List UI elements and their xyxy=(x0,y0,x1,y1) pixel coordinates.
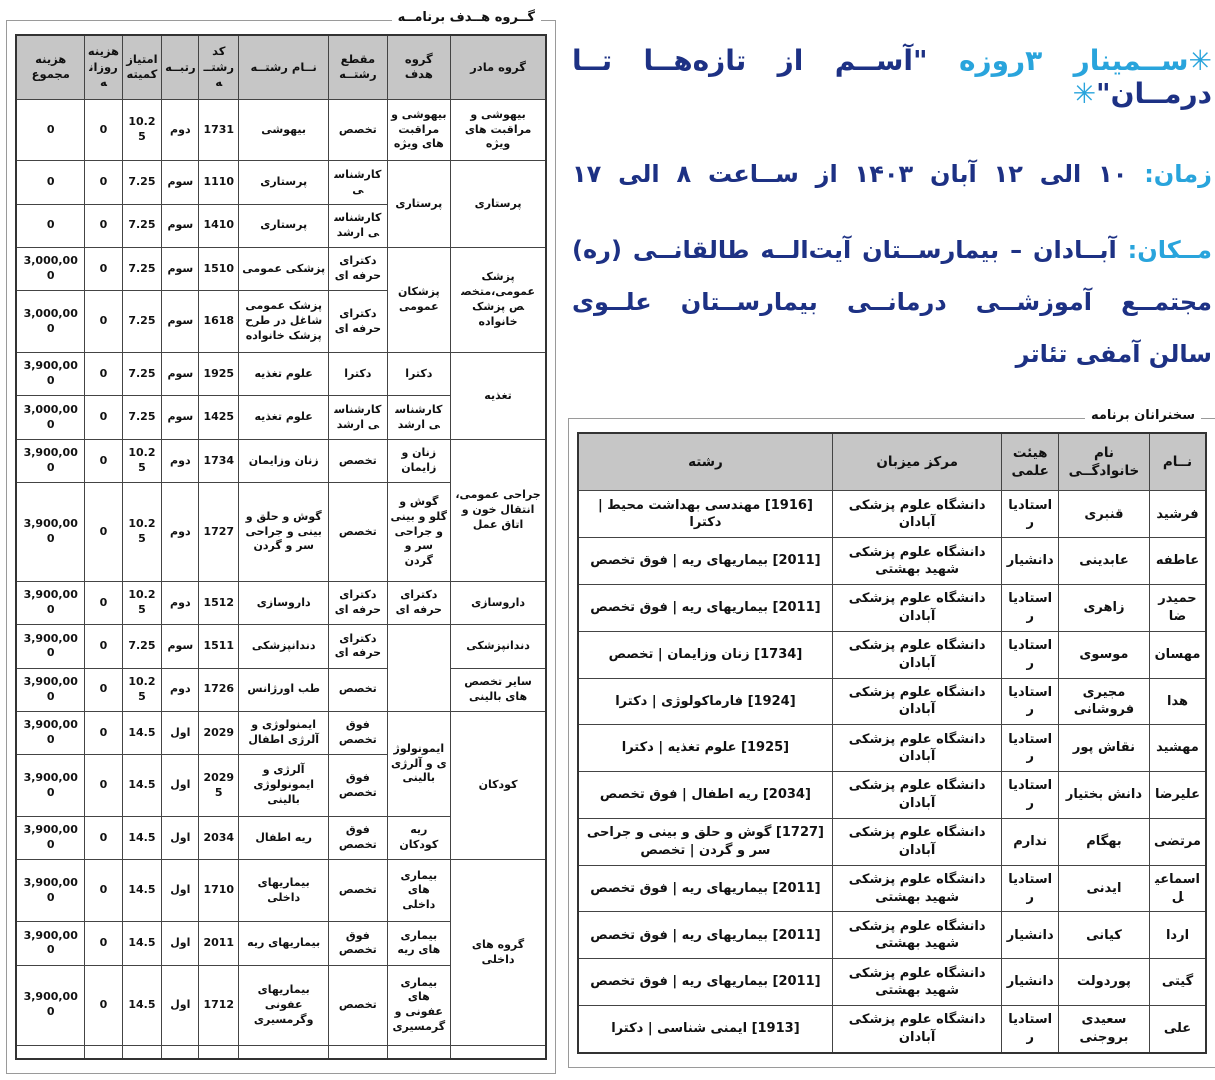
table-cell: دکترا xyxy=(329,353,387,396)
table-cell: 3,900,000 xyxy=(16,483,85,582)
column-header: کد رشتــه xyxy=(199,35,239,99)
table-row xyxy=(16,860,546,922)
table-cell: سوم xyxy=(162,625,199,668)
table-cell: 7.25 xyxy=(122,161,162,204)
asterisk-icon: ✳ xyxy=(1072,77,1097,110)
table-cell: 1734 xyxy=(199,439,239,482)
table-row xyxy=(578,772,1206,819)
table-cell: 3,000,000 xyxy=(16,248,85,291)
table-cell: [1916] مهندسی بهداشت محیط | دکترا xyxy=(578,491,832,538)
table-cell: 1618 xyxy=(199,291,239,353)
table-cell: دندانپزشکی xyxy=(239,625,329,668)
table-cell: اول xyxy=(162,922,199,965)
table-cell: دانشگاه علوم پزشکی شهید بهشتی xyxy=(832,865,1002,912)
table-row xyxy=(578,538,1206,585)
table-row xyxy=(16,668,546,711)
table-cell: 0 xyxy=(85,483,122,582)
table-cell: 0 xyxy=(85,161,122,204)
table-row xyxy=(578,959,1206,1006)
table-cell: گوش و گلو و بینی و جراحی سر و گردن xyxy=(387,483,451,582)
table-cell: 14.5 xyxy=(122,860,162,922)
table-cell: 0 xyxy=(85,625,122,668)
table-cell: بیماری های عفونی و گرمسیری xyxy=(387,965,451,1045)
table-row xyxy=(578,585,1206,632)
table-cell: دانشگاه علوم پزشکی آبادان xyxy=(832,491,1002,538)
table-cell: 2034 xyxy=(199,817,239,860)
table-cell: جراحی عمومی، انتقال خون و اتاق عمل xyxy=(451,439,546,581)
table-cell xyxy=(85,1046,122,1060)
table-cell: کیانی xyxy=(1058,912,1149,959)
table-cell: بهگام xyxy=(1058,818,1149,865)
table-cell: [2011] بیماریهای ریه | فوق تخصص xyxy=(578,585,832,632)
column-header: مرکز میزبان xyxy=(832,433,1002,491)
table-row xyxy=(578,912,1206,959)
table-row xyxy=(578,818,1206,865)
table-cell: موسوی xyxy=(1058,631,1149,678)
speakers-groupbox xyxy=(568,408,1215,1068)
table-cell: ایمونولوژی و آلرژی بالینی xyxy=(387,711,451,816)
table-cell: کارشناسی ارشد xyxy=(387,396,451,439)
table-cell: بیماریهای ریه xyxy=(239,922,329,965)
table-cell: 7.25 xyxy=(122,353,162,396)
table-cell: اردا xyxy=(1149,912,1206,959)
table-cell: 3,900,000 xyxy=(16,755,85,817)
table-cell: 1511 xyxy=(199,625,239,668)
table-cell xyxy=(199,1046,239,1060)
table-cell: 3,900,000 xyxy=(16,353,85,396)
table-cell: گیتی xyxy=(1149,959,1206,1006)
table-cell: دندانپزشکی xyxy=(451,625,546,668)
table-cell: بیهوشی و مراقبت های ویژه xyxy=(387,99,451,161)
table-cell: 7.25 xyxy=(122,625,162,668)
table-cell: بیماری های داخلی xyxy=(387,860,451,922)
table-cell: پوردولت xyxy=(1058,959,1149,1006)
table-cell: 7.25 xyxy=(122,396,162,439)
target-groups-table xyxy=(15,34,547,1060)
table-cell: دانشگاه علوم پزشکی آبادان xyxy=(832,818,1002,865)
table-cell: استادیار xyxy=(1002,491,1059,538)
table-cell: 1727 xyxy=(199,483,239,582)
table-cell: زنان وزایمان xyxy=(239,439,329,482)
column-header: نــام xyxy=(1149,433,1206,491)
table-cell: 2029 xyxy=(199,711,239,754)
table-cell: تخصص xyxy=(329,965,387,1045)
table-cell: دانشگاه علوم پزشکی آبادان xyxy=(832,725,1002,772)
table-cell: [2011] بیماریهای ریه | فوق تخصص xyxy=(578,865,832,912)
table-cell: 0 xyxy=(85,204,122,247)
table-cell: استادیار xyxy=(1002,772,1059,819)
table-cell: کارشناسی ارشد xyxy=(329,204,387,247)
table-cell: اول xyxy=(162,965,199,1045)
table-cell: داروسازی xyxy=(239,582,329,625)
table-cell: بیماری های ریه xyxy=(387,922,451,965)
table-cell: دانشگاه علوم پزشکی آبادان xyxy=(832,772,1002,819)
table-cell: سوم xyxy=(162,248,199,291)
table-cell: 1110 xyxy=(199,161,239,204)
column-header: نام خانوادگــی xyxy=(1058,433,1149,491)
header-row xyxy=(578,433,1206,491)
table-row xyxy=(16,99,546,161)
table-cell: دانشگاه علوم پزشکی آبادان xyxy=(832,585,1002,632)
table-cell: 10.25 xyxy=(122,483,162,582)
time-line xyxy=(572,160,1212,188)
table-cell: 14.5 xyxy=(122,922,162,965)
table-cell: ایدنی xyxy=(1058,865,1149,912)
table-cell: سوم xyxy=(162,291,199,353)
table-cell: بیهوشی و مراقبت های ویژه xyxy=(451,99,546,161)
table-cell: دانشگاه علوم پزشکی آبادان xyxy=(832,678,1002,725)
table-cell: 10.25 xyxy=(122,582,162,625)
table-cell: زاهری xyxy=(1058,585,1149,632)
table-cell: 1925 xyxy=(199,353,239,396)
table-cell: سوم xyxy=(162,161,199,204)
table-cell: بیماریهای عفونی وگرمسیری xyxy=(239,965,329,1045)
table-cell: فوق تخصص xyxy=(329,922,387,965)
table-cell: دوم xyxy=(162,99,199,161)
table-cell: کودکان xyxy=(451,711,546,859)
table-cell: دانشگاه علوم پزشکی شهید بهشتی xyxy=(832,959,1002,1006)
table-cell: گروه های داخلی xyxy=(451,860,546,1046)
table-cell: قنبری xyxy=(1058,491,1149,538)
table-cell: بیهوشی xyxy=(239,99,329,161)
table-cell: پزشکی عمومی xyxy=(239,248,329,291)
table-cell: [1924] فارماکولوژی | دکترا xyxy=(578,678,832,725)
table-cell: 0 xyxy=(85,353,122,396)
table-cell: 0 xyxy=(85,248,122,291)
table-cell xyxy=(16,1046,85,1060)
table-cell: هدا xyxy=(1149,678,1206,725)
table-cell: عاطفه xyxy=(1149,538,1206,585)
table-cell: استادیار xyxy=(1002,585,1059,632)
location-line3: سالن آمفی تئاتر xyxy=(1015,340,1212,368)
column-header: هزینه مجموع xyxy=(16,35,85,99)
table-cell: پرستاری xyxy=(387,161,451,248)
table-cell: 14.5 xyxy=(122,711,162,754)
table-cell: 3,900,000 xyxy=(16,711,85,754)
table-cell: تخصص xyxy=(329,99,387,161)
table-row xyxy=(578,725,1206,772)
table-cell: 10.25 xyxy=(122,668,162,711)
table-cell: [1913] ایمنی شناسی | دکترا xyxy=(578,1006,832,1053)
table-cell: 0 xyxy=(85,291,122,353)
location-label: مــکان: xyxy=(1127,236,1212,264)
speakers-label: سخنرانان برنامه xyxy=(1085,408,1201,423)
table-cell: عابدینی xyxy=(1058,538,1149,585)
table-cell: 0 xyxy=(85,965,122,1045)
table-cell: 14.5 xyxy=(122,755,162,817)
table-cell: دکترای حرفه ای xyxy=(329,248,387,291)
table-cell: 10.25 xyxy=(122,439,162,482)
table-cell: فوق تخصص xyxy=(329,711,387,754)
table-cell: 1425 xyxy=(199,396,239,439)
table-cell: اول xyxy=(162,711,199,754)
table-cell: پزشک عمومی،متخصص پزشک خانواده xyxy=(451,248,546,353)
speakers-table xyxy=(577,432,1207,1054)
column-header: گروه هدف xyxy=(387,35,451,99)
table-cell: 0 xyxy=(85,582,122,625)
table-cell: فرشید xyxy=(1149,491,1206,538)
table-cell: [1734] زنان وزایمان | تخصص xyxy=(578,631,832,678)
table-cell: 14.5 xyxy=(122,817,162,860)
table-cell: ندارم xyxy=(1002,818,1059,865)
table-cell: استادیار xyxy=(1002,865,1059,912)
location-line2: مجتمــع آموزشــی درمانــی بیمارســتان علــوی xyxy=(572,288,1212,316)
time-value: ۱۰ الی ۱۲ آبان ۱۴۰۳ از ســاعت ۸ الی ۱۷ xyxy=(572,160,1145,188)
table-cell: دکترای حرفه ای xyxy=(329,291,387,353)
table-cell: 1512 xyxy=(199,582,239,625)
table-cell: 0 xyxy=(16,99,85,161)
table-cell: فوق تخصص xyxy=(329,817,387,860)
column-header: هیئت علمی xyxy=(1002,433,1059,491)
table-cell xyxy=(329,1046,387,1060)
table-cell: مهسان xyxy=(1149,631,1206,678)
table-cell: دانشگاه علوم پزشکی آبادان xyxy=(832,1006,1002,1053)
table-cell: دوم xyxy=(162,582,199,625)
table-cell: 20295 xyxy=(199,755,239,817)
table-row xyxy=(578,631,1206,678)
table-row xyxy=(16,625,546,668)
table-cell: پزشکان عمومی xyxy=(387,248,451,353)
table-cell: دوم xyxy=(162,483,199,582)
table-cell: حمیدرضا xyxy=(1149,585,1206,632)
table-cell: 0 xyxy=(85,755,122,817)
table-cell: 0 xyxy=(85,817,122,860)
table-cell xyxy=(162,1046,199,1060)
table-cell: 0 xyxy=(16,161,85,204)
table-cell: نقاش پور xyxy=(1058,725,1149,772)
table-cell: دوم xyxy=(162,439,199,482)
location-value1: آبــادان – بیمارســتان آیت‌الــه طالقانــی (ره) xyxy=(572,236,1128,264)
table-cell: 7.25 xyxy=(122,291,162,353)
table-row xyxy=(16,711,546,754)
target-groups-label: گــروه هــدف برنامــه xyxy=(392,10,541,25)
table-cell: دانش بختیار xyxy=(1058,772,1149,819)
table-cell: علوم تغذیه xyxy=(239,396,329,439)
table-cell: دانشگاه علوم پزشکی آبادان xyxy=(832,631,1002,678)
table-cell: سوم xyxy=(162,353,199,396)
table-cell: اول xyxy=(162,817,199,860)
table-cell: [2034] ریه اطفال | فوق تخصص xyxy=(578,772,832,819)
table-cell: 0 xyxy=(85,396,122,439)
table-cell: دانشیار xyxy=(1002,538,1059,585)
seminar-title-quoted: "آســم از تازه‌هــا تــا درمــان" xyxy=(572,44,1212,110)
table-cell: 1712 xyxy=(199,965,239,1045)
table-cell: علیرضا xyxy=(1149,772,1206,819)
table-cell: ایمنولوژی و آلرژی اطفال xyxy=(239,711,329,754)
table-cell: استادیار xyxy=(1002,631,1059,678)
table-cell xyxy=(387,1046,451,1060)
column-header: رشته xyxy=(578,433,832,491)
table-cell: 3,900,000 xyxy=(16,582,85,625)
table-cell: [1727] گوش و حلق و بینی و جراحی سر و گردن | تخصص xyxy=(578,818,832,865)
header-row xyxy=(16,35,546,99)
column-header: مقطع رشتــه xyxy=(329,35,387,99)
table-row xyxy=(16,161,546,204)
table-cell: 3,000,000 xyxy=(16,291,85,353)
table-cell: سوم xyxy=(162,396,199,439)
table-row xyxy=(16,439,546,482)
table-cell: علوم تغذیه xyxy=(239,353,329,396)
table-row xyxy=(16,582,546,625)
column-header: امتیاز کمیته xyxy=(122,35,162,99)
table-cell: 0 xyxy=(16,204,85,247)
table-cell: 0 xyxy=(85,439,122,482)
table-cell: سعیدی بروجنی xyxy=(1058,1006,1149,1053)
table-cell: 3,900,000 xyxy=(16,817,85,860)
table-cell: اول xyxy=(162,755,199,817)
table-cell: بیماریهای داخلی xyxy=(239,860,329,922)
table-cell: تخصص xyxy=(329,860,387,922)
table-cell: دکترا xyxy=(387,353,451,396)
table-cell: استادیار xyxy=(1002,725,1059,772)
table-cell: استادیار xyxy=(1002,678,1059,725)
table-cell: داروسازی xyxy=(451,582,546,625)
table-cell: دکترای حرفه ای xyxy=(329,625,387,668)
table-row xyxy=(16,353,546,396)
table-cell: [1925] علوم تغذیه | دکترا xyxy=(578,725,832,772)
table-cell xyxy=(239,1046,329,1060)
table-cell: 0 xyxy=(85,922,122,965)
table-cell: طب اورژانس xyxy=(239,668,329,711)
table-cell: 1410 xyxy=(199,204,239,247)
table-cell: دانشیار xyxy=(1002,912,1059,959)
table-cell: 3,900,000 xyxy=(16,668,85,711)
table-cell: 10.25 xyxy=(122,99,162,161)
table-cell: 2011 xyxy=(199,922,239,965)
table-cell: 1510 xyxy=(199,248,239,291)
table-cell: 3,900,000 xyxy=(16,922,85,965)
table-cell: 14.5 xyxy=(122,965,162,1045)
table-row xyxy=(578,865,1206,912)
table-cell: دانشگاه علوم پزشکی شهید بهشتی xyxy=(832,912,1002,959)
table-cell: 1726 xyxy=(199,668,239,711)
table-cell: 0 xyxy=(85,668,122,711)
table-row xyxy=(16,1046,546,1060)
table-cell: 0 xyxy=(85,711,122,754)
table-cell: [2011] بیماریهای ریه | فوق تخصص xyxy=(578,959,832,1006)
table-cell: پزشک عمومی شاغل در طرح پزشک خانواده xyxy=(239,291,329,353)
time-label: زمان: xyxy=(1144,160,1212,188)
table-cell: 3,900,000 xyxy=(16,625,85,668)
table-cell: ریه کودکان xyxy=(387,817,451,860)
table-cell: زنان و زایمان xyxy=(387,439,451,482)
table-cell: اول xyxy=(162,860,199,922)
table-cell: علی xyxy=(1149,1006,1206,1053)
target-groups-groupbox xyxy=(6,10,556,1074)
table-row xyxy=(578,678,1206,725)
table-cell: پرستاری xyxy=(239,204,329,247)
table-cell: 7.25 xyxy=(122,204,162,247)
table-cell: [2011] بیماریهای ریه | فوق تخصص xyxy=(578,912,832,959)
column-header: نــام رشتــه xyxy=(239,35,329,99)
table-cell: 3,900,000 xyxy=(16,439,85,482)
column-header: گروه مادر xyxy=(451,35,546,99)
table-cell: [2011] بیماریهای ریه | فوق تخصص xyxy=(578,538,832,585)
seminar-title xyxy=(572,44,1212,110)
table-cell: 0 xyxy=(85,860,122,922)
location-block xyxy=(572,224,1212,380)
table-cell xyxy=(122,1046,162,1060)
table-cell: سوم xyxy=(162,204,199,247)
table-cell: ریه اطفال xyxy=(239,817,329,860)
table-cell: 3,900,000 xyxy=(16,965,85,1045)
location-line1 xyxy=(572,224,1212,276)
table-cell: 3,000,000 xyxy=(16,396,85,439)
table-cell: تخصص xyxy=(329,439,387,482)
table-cell: تغذیه xyxy=(451,353,546,440)
table-cell: استادیار xyxy=(1002,1006,1059,1053)
table-cell: دانشگاه علوم پزشکی شهید بهشتی xyxy=(832,538,1002,585)
table-cell: دکترای حرفه ای xyxy=(387,582,451,625)
table-cell: دوم xyxy=(162,668,199,711)
column-header: رتبــه xyxy=(162,35,199,99)
table-cell: کارشناسی ارشد xyxy=(329,396,387,439)
table-cell: فوق تخصص xyxy=(329,755,387,817)
table-cell xyxy=(451,1046,546,1060)
table-cell: 0 xyxy=(85,99,122,161)
table-cell: دانشیار xyxy=(1002,959,1059,1006)
column-header: هزینه روزانه xyxy=(85,35,122,99)
table-cell: تخصص xyxy=(329,483,387,582)
table-cell: اسماعیل xyxy=(1149,865,1206,912)
table-cell: پرستاری xyxy=(451,161,546,248)
table-cell: دکترای حرفه ای xyxy=(329,582,387,625)
table-cell: 3,900,000 xyxy=(16,860,85,922)
table-cell: 1710 xyxy=(199,860,239,922)
table-row xyxy=(578,1006,1206,1053)
seminar-title-prefix: ✳ســمینار ۳روزه xyxy=(927,44,1212,77)
table-cell: 7.25 xyxy=(122,248,162,291)
table-row xyxy=(16,248,546,291)
table-cell: مرتضی xyxy=(1149,818,1206,865)
table-cell: مجیری فروشانی xyxy=(1058,678,1149,725)
table-cell: سایر تخصص های بالینی xyxy=(451,668,546,711)
table-row xyxy=(578,491,1206,538)
table-cell: کارشناسی xyxy=(329,161,387,204)
table-cell: آلرژی و ایمونولوژی بالینی xyxy=(239,755,329,817)
table-cell xyxy=(387,625,451,712)
table-cell: مهشید xyxy=(1149,725,1206,772)
table-cell: 1731 xyxy=(199,99,239,161)
table-cell: پرستاری xyxy=(239,161,329,204)
table-cell: گوش و حلق و بینی و جراحی سر و گردن xyxy=(239,483,329,582)
table-cell: تخصص xyxy=(329,668,387,711)
